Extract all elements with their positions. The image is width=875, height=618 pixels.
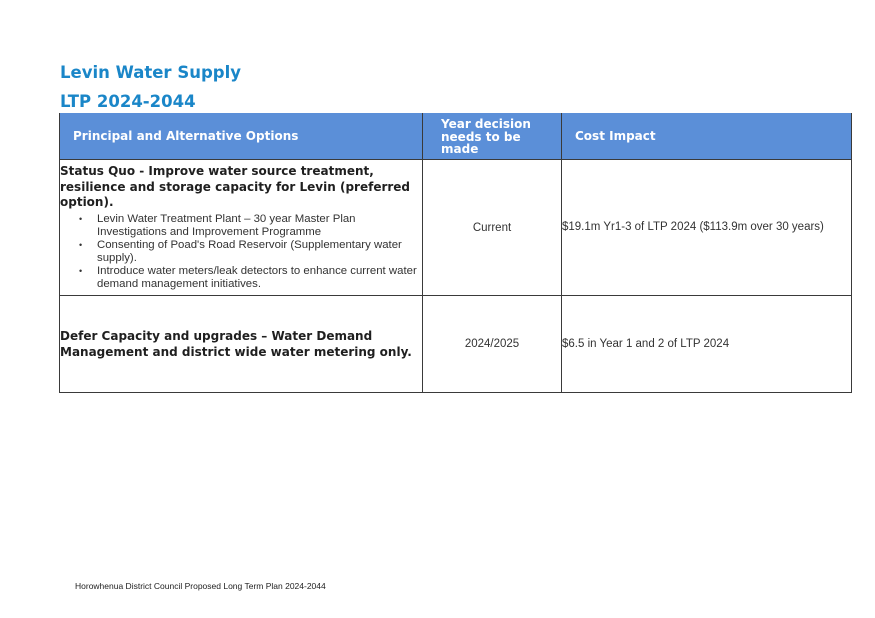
list-item: [79, 264, 422, 291]
bullet-icon: •: [79, 239, 83, 250]
bullet-icon: •: [79, 213, 83, 224]
options-table: [59, 113, 852, 393]
bullet-text: Consenting of Poad's Road Reservoir (Supplementary water supply).: [97, 238, 402, 264]
document-title: Levin Water Supply: [60, 63, 241, 82]
option-bullet-list: [60, 213, 422, 291]
year-cell: 2024/2025: [423, 296, 562, 393]
list-item: [79, 212, 422, 239]
table-row: [60, 160, 852, 296]
header-options: Principal and Alternative Options: [60, 113, 423, 160]
list-item: [79, 238, 422, 265]
option-cell: [60, 160, 423, 296]
table-row: [60, 296, 852, 393]
option-cell: Defer Capacity and upgrades – Water Demand Management and district wide water metering only.: [60, 296, 423, 393]
bullet-text: Introduce water meters/leak detectors to enhance current water demand management initiatives.: [97, 264, 417, 290]
document-subtitle: LTP 2024-2044: [60, 92, 196, 111]
table-header-row: [60, 113, 852, 160]
page-footer: Horowhenua District Council Proposed Long Term Plan 2024-2044: [75, 581, 326, 591]
header-cost: Cost Impact: [562, 113, 852, 160]
year-cell: Current: [423, 160, 562, 296]
bullet-icon: •: [79, 265, 83, 276]
header-year: Year decision needs to be made: [423, 113, 562, 160]
cost-cell: $19.1m Yr1-3 of LTP 2024 ($113.9m over 30 years): [562, 160, 852, 296]
bullet-text: Levin Water Treatment Plant – 30 year Master Plan Investigations and Improvement Programme: [97, 212, 356, 238]
cost-cell: $6.5 in Year 1 and 2 of LTP 2024: [562, 296, 852, 393]
option-heading: Status Quo - Improve water source treatment, resilience and storage capacity for Levin (preferred option).: [60, 164, 411, 210]
